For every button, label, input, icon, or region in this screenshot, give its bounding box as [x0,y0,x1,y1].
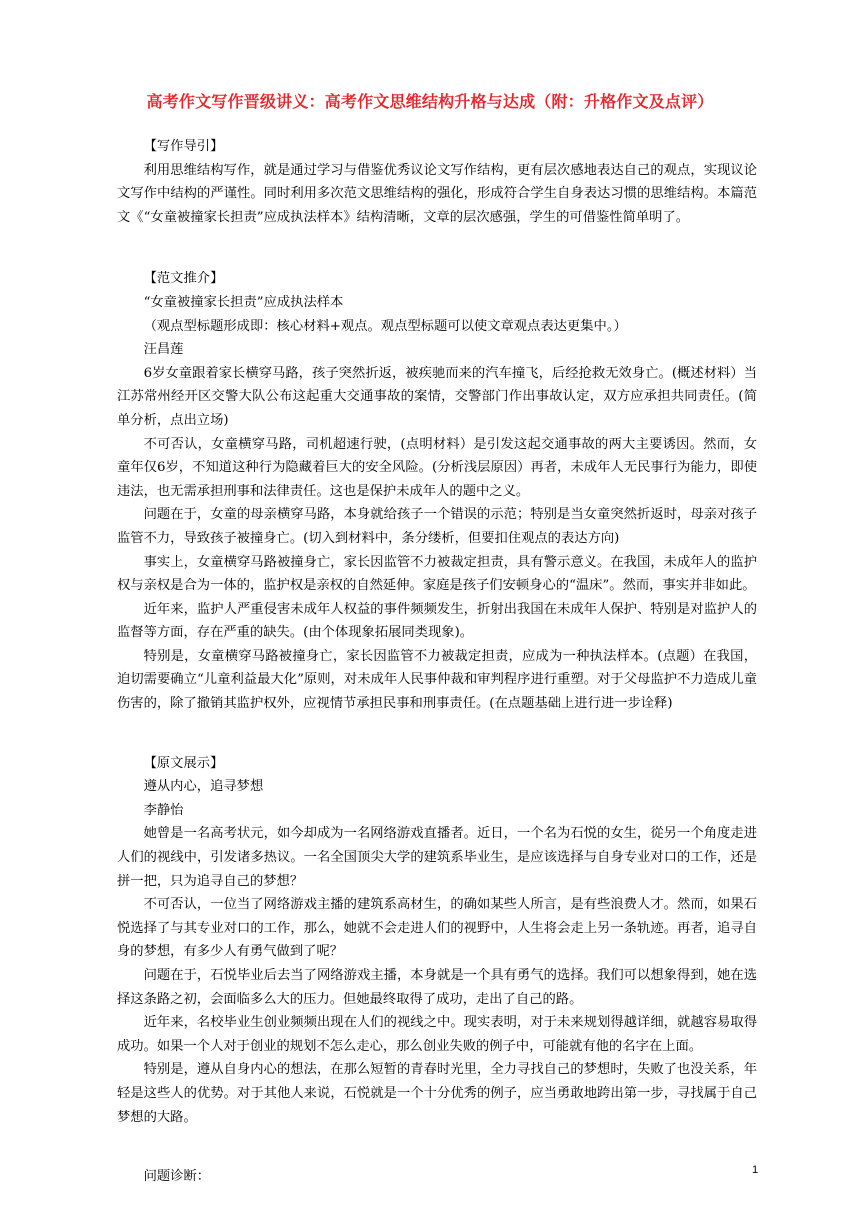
sample-essay-title: “女童被撞家长担责”应成执法样本 [143,294,344,310]
diagnosis-heading: 问题诊断： [143,1169,211,1185]
section-spacer [117,229,757,267]
sample-paragraph: 事实上，女童横穿马路被撞身亡，家长因监管不力被裁定担责，具有警示意义。在我国，未成年人的监护权与亲权是合为一体的，监护权是亲权的自然延伸。家庭是孩子们安顿身心的“温床”。然而，事实并非如此。 [117,554,757,594]
original-heading: 【原文展示】 [143,755,224,771]
sample-paragraph: 问题在于，女童的母亲横穿马路，本身就给孩子一个错误的示范；特别是当女童突然折返时，母亲对孩子监管不力，导致孩子被撞身亡。(切入到材料中，条分缕析，但要扣住观点的表达方向) [117,507,757,546]
section-spacer [117,716,757,752]
original-essay-title: 遵从内心，追寻梦想 [143,779,264,795]
original-paragraph: 她曾是一名高考状元，如今却成为一名网络游戏直播者。近日，一个名为石悦的女生，從另一个角度走进人们的视线中，引发诸多热议。一名全国顶尖大学的建筑系毕业生，是应该选择与自身专业对口的工作，还是拼一把，只为追寻自己的梦想？ [117,826,757,889]
sample-author: 汪昌莲 [143,342,184,358]
guide-body: 利用思维结构写作，就是通过学习与借鉴优秀议论文写作结构，更有层次感地表达自己的观点，实现议论文写作中结构的严谨性。同时利用多次范文思维结构的强化，形成符合学生自身表达习惯的思维结构。本篇范文《“女童被撞家长担责”应成执法样本》结构清晰，文章的层次感强，学生的可借鉴性简单明了。 [117,162,757,225]
sample-paragraph: 不可否认，女童横穿马路，司机超速行驶，(点明材料）是引发这起交通事故的两大主要诱因。然而，女童年仅6岁，不知道这种行为隐藏着巨大的安全风险。(分析浅层原因）再者，未成年人无民事行为能力，即使违法，也无需承担刑事和法律责任。这也是保护未成年人的题中之义。 [117,436,757,499]
sample-title-note: （观点型标题形成即：核心材料+观点。观点型标题可以使文章观点表达更集中。） [143,318,627,334]
original-author: 李静怡 [143,802,184,818]
sample-paragraph: 近年来，监护人严重侵害未成年人权益的事件频频发生，折射出我国在未成年人保护、特别是对监护人的监督等方面，存在严重的缺失。(由个体现象拓展同类现象)。 [117,601,757,641]
section-spacer [117,1129,757,1165]
sample-paragraph: 6岁女童跟着家长横穿马路，孩子突然折返，被疾驰而来的汽车撞飞，后经抢救无效身亡。(概述材料）当江苏常州经开区交警大队公布这起重大交通事故的案情，交警部门作出事故认定，双方应承担共同责任。(简单分析，点出立场) [117,365,757,428]
original-paragraph: 问题在于，石悦毕业后去当了网络游戏主播，本身就是一个具有勇气的选择。我们可以想象得到，她在选择这条路之初，会面临多么大的压力。但她最终取得了成功，走出了自己的路。 [117,968,757,1007]
document-body [117,135,757,1189]
original-paragraph: 近年来，名校毕业生创业频频出现在人们的视线之中。现实表明，对于未来规划得越详细，就越容易取得成功。如果一个人对于创业的规划不怎么走心，那么创业失败的例子中，可能就有他的名字在上面。 [117,1015,757,1054]
sample-heading: 【范文推介】 [143,271,224,287]
page-number: 1 [752,1164,759,1176]
original-paragraph: 不可否认，一位当了网络游戏主播的建筑系高材生，的确如某些人所言，是有些浪费人才。然而，如果石悦选择了与其专业对口的工作，那么，她就不会走进人们的视野中，人生将会走上另一条轨迹。再者，追寻自身的梦想，有多少人有勇气做到了呢？ [117,897,757,960]
original-paragraph: 特别是，遵从自身内心的想法，在那么短暂的青春时光里，全力寻找自己的梦想时，失败了也没关系，年轻是这些人的优势。对于其他人来说，石悦就是一个十分优秀的例子，应当勇敢地跨出第一步，寻找属于自己梦想的大路。 [117,1062,757,1125]
document-title: 高考作文写作晋级讲义：高考作文思维结构升格与达成（附：升格作文及点评） [146,92,714,111]
sample-paragraph: 特别是，女童横穿马路被撞身亡，家长因监管不力被裁定担责，应成为一种执法样本。(点题）在我国，迫切需要确立“儿童利益最大化”原则，对未成年人民事仲裁和审判程序进行重塑。对于父母监护不力造成儿童伤害的，除了撤销其监护权外，应视情节承担民事和刑事责任。(在点题基础上进行进一步诠释) [117,648,757,712]
guide-heading: 【写作导引】 [143,139,224,154]
